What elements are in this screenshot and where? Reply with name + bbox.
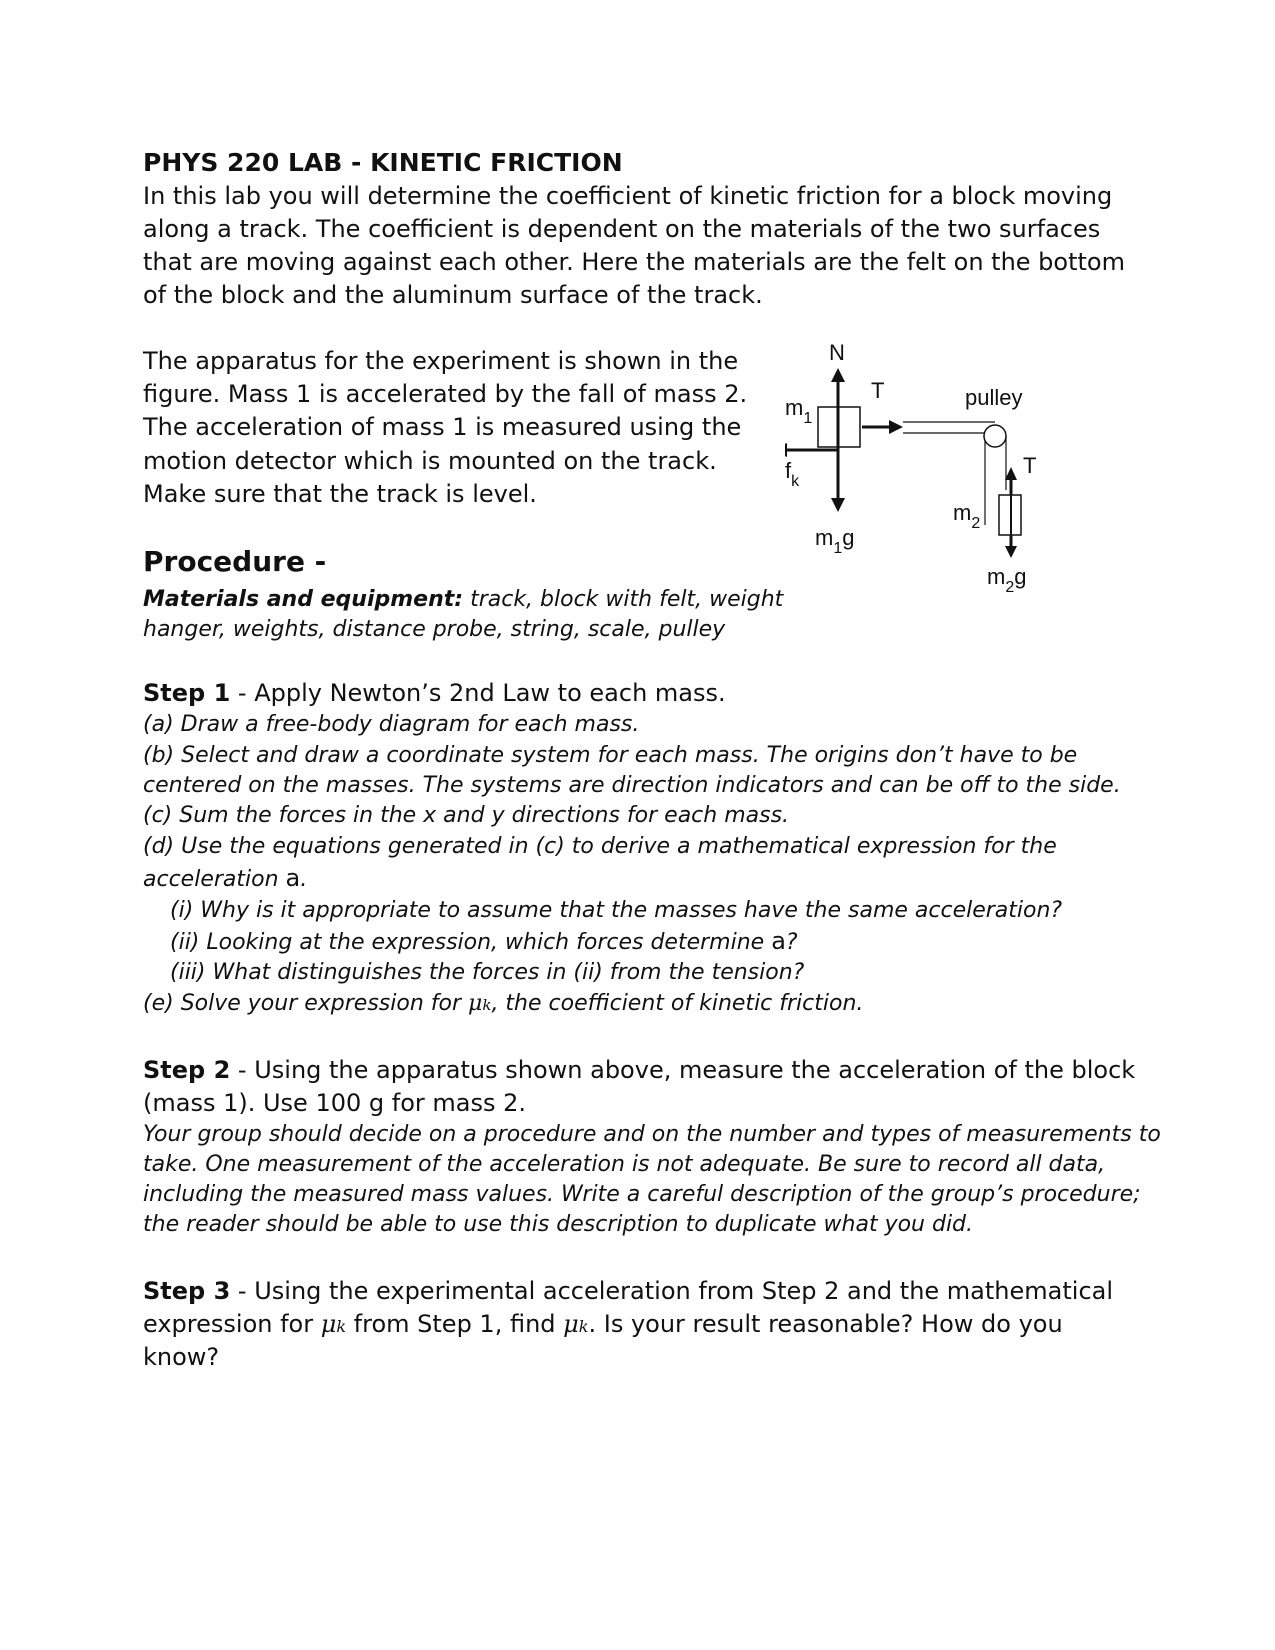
step1-e: (e) Solve your expression for μk, the coefficient of kinetic friction. (143, 991, 864, 1016)
step3-line-1: Step 3 - Using the experimental acceleration from Step 2 and the mathematical (143, 1277, 1114, 1305)
step2-heading: Step 2 - Using the apparatus shown above, measure the acceleration of the block (143, 1056, 1136, 1084)
materials-line-2: hanger, weights, distance probe, string, scale, pulley (143, 617, 726, 642)
apparatus-line-5: Make sure that the track is level. (143, 480, 537, 508)
normal-force-arrowhead (831, 368, 845, 382)
step3-line-2: expression for μk from Step 1, find μk. Is your result reasonable? How do you (143, 1310, 1063, 1338)
step2-italic-2: take. One measurement of the acceleration is not adequate. Be sure to record all data, (143, 1152, 1106, 1177)
step1-a: (a) Draw a free-body diagram for each mass. (143, 712, 640, 737)
step2-italic-3: including the measured mass values. Write a careful description of the group’s procedure; (143, 1182, 1141, 1207)
materials-line-1: Materials and equipment: track, block with felt, weight (143, 587, 784, 612)
step3-line-3: know? (143, 1343, 220, 1371)
step1-i: (i) Why is it appropriate to assume that the masses have the same acceleration? (170, 898, 1063, 923)
apparatus-line-3: The acceleration of mass 1 is measured using the (143, 413, 742, 441)
weight-arrowhead-m2 (1005, 546, 1017, 558)
weight-force-arrowhead-m1 (831, 498, 845, 512)
tension-arrowhead-m2 (1005, 467, 1017, 480)
step1-ii: (ii) Looking at the expression, which forces determine a? (170, 927, 798, 955)
step1-iii: (iii) What distinguishes the forces in (ii) from the tension? (170, 960, 805, 985)
step1-d-2: acceleration a. (143, 864, 308, 892)
step2-italic-1: Your group should decide on a procedure and on the number and types of measurements to (143, 1122, 1161, 1147)
label-m2: $m_2$ (953, 500, 981, 532)
page-title: PHYS 220 LAB - KINETIC FRICTION (143, 148, 623, 177)
intro-line-3: that are moving against each other. Here the materials are the felt on the bottom (143, 248, 1125, 276)
step2-line-2: (mass 1). Use 100 g for mass 2. (143, 1089, 526, 1117)
step2-italic-4: the reader should be able to use this description to duplicate what you did. (143, 1212, 974, 1237)
free-body-diagram (785, 340, 1065, 600)
step1-d-1: (d) Use the equations generated in (c) to derive a mathematical expression for the (143, 834, 1057, 859)
label-m1: $m_1$ (785, 395, 813, 427)
pulley (984, 425, 1006, 447)
step1-b-2: centered on the masses. The systems are direction indicators and can be off to the side. (143, 773, 1121, 798)
friction-arrowhead (785, 443, 787, 457)
intro-line-4: of the block and the aluminum surface of the track. (143, 281, 763, 309)
label-m2g: $m_2g$ (987, 564, 1027, 596)
label-fk: $f_k$ (785, 458, 800, 490)
step1-c: (c) Sum the forces in the x and y directions for each mass. (143, 803, 790, 828)
step1-b-1: (b) Select and draw a coordinate system for each mass. The origins don’t have to be (143, 743, 1078, 768)
label-pulley: pulley (965, 385, 1023, 410)
intro-line-1: In this lab you will determine the coefficient of kinetic friction for a block moving (143, 182, 1113, 210)
label-m1g: $m_1g$ (815, 525, 855, 557)
intro-line-2: along a track. The coefficient is dependent on the materials of the two surfaces (143, 215, 1101, 243)
apparatus-line-4: motion detector which is mounted on the track. (143, 447, 717, 475)
apparatus-line-1: The apparatus for the experiment is shown in the (143, 347, 739, 375)
label-T-right: T (1023, 453, 1037, 478)
apparatus-line-2: figure. Mass 1 is accelerated by the fall of mass 2. (143, 380, 748, 408)
procedure-heading: Procedure - (143, 545, 327, 578)
label-T-top: T (871, 378, 885, 403)
step1-heading: Step 1 - Apply Newton’s 2nd Law to each mass. (143, 679, 726, 707)
label-N: N (829, 340, 845, 365)
tension-arrowhead-m1 (889, 420, 903, 434)
